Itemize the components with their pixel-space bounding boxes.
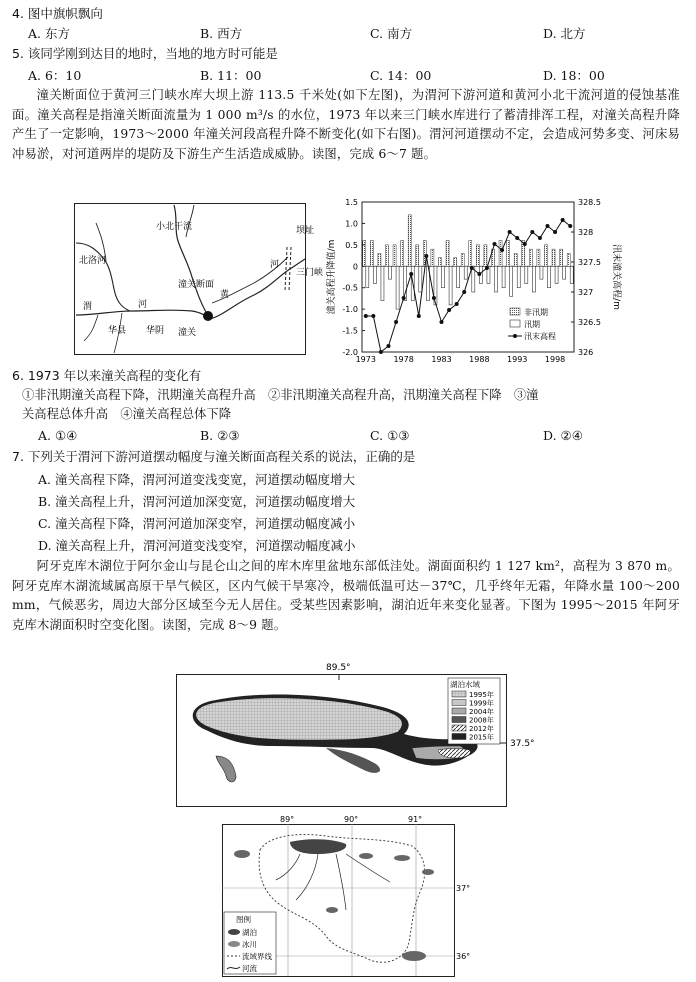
q6-stem: 6. 1973 年以来潼关高程的变化有 bbox=[12, 368, 202, 383]
elevation-point-1995 bbox=[530, 230, 534, 234]
chart-y2label: 汛末潼关高程/m bbox=[611, 244, 621, 310]
year-swatch-5 bbox=[452, 734, 466, 740]
xtick-1998: 1998 bbox=[544, 355, 566, 364]
lake-year-legend bbox=[448, 678, 500, 744]
bar-nonflood-1993 bbox=[514, 253, 517, 266]
bar-flood-1974 bbox=[373, 266, 376, 283]
bar-flood-1980 bbox=[419, 266, 422, 292]
q4-option-c[interactable]: C. 南方 bbox=[370, 26, 413, 41]
elevation-point-1975 bbox=[379, 350, 383, 354]
legend2-title: 图例 bbox=[236, 915, 251, 924]
bar-nonflood-1977 bbox=[393, 245, 396, 266]
bar-nonflood-1999 bbox=[560, 249, 563, 266]
bar-nonflood-1985 bbox=[454, 258, 457, 267]
legend-flood: 汛期 bbox=[524, 320, 540, 329]
bar-flood-1996 bbox=[540, 266, 543, 279]
q7-option-c[interactable]: C. 潼关高程下降，渭河河道加深变窄，河道摆动幅度减小 bbox=[38, 516, 356, 531]
bar-nonflood-1988 bbox=[476, 245, 479, 266]
elevation-point-1981 bbox=[424, 254, 428, 258]
bar-nonflood-1979 bbox=[408, 215, 411, 266]
q6-items-line1: ①非汛期潼关高程下降，汛期潼关高程升高 ②非汛期潼关高程升高，汛期潼关高程下降 ③潼 bbox=[22, 388, 539, 402]
q6-option-d[interactable]: D. ②④ bbox=[543, 428, 583, 443]
lon-89: 89° bbox=[280, 815, 295, 824]
q6-items-line2: 关高程总体升高 ④潼关高程总体下降 bbox=[22, 407, 232, 421]
bar-nonflood-1980 bbox=[416, 245, 419, 266]
bar-nonflood-1989 bbox=[484, 245, 487, 266]
label-tongguan: 潼关 bbox=[178, 328, 197, 338]
q5-option-c[interactable]: C. 14：00 bbox=[370, 68, 432, 83]
bar-nonflood-1992 bbox=[507, 241, 510, 267]
xtick-1983: 1983 bbox=[431, 355, 452, 364]
legend2-lake: 湖泊 bbox=[242, 928, 257, 937]
elevation-point-1984 bbox=[447, 308, 451, 312]
bar-nonflood-1975 bbox=[378, 253, 381, 266]
elevation-point-1983 bbox=[440, 320, 444, 324]
elevation-point-1999 bbox=[561, 218, 565, 222]
lon-90: 90° bbox=[344, 815, 359, 824]
bar-flood-1999 bbox=[563, 266, 566, 279]
ytick-0: 0 bbox=[352, 262, 358, 272]
y2tick-327: 327 bbox=[578, 288, 594, 297]
elevation-point-1977 bbox=[394, 320, 398, 324]
elevation-point-1976 bbox=[387, 344, 391, 348]
passage-tongguan: 潼关断面位于黄河三门峡水库大坝上游 113.5 千米处(如下左图)，为渭河下游河道和黄河小北干流河道的侵蚀基准面。潼关高程是指潼关断面流量为 1 000 m³/s 的水位，1973 年以来三门峡水库进行了蓄清排浑工程，对潼关高程升降产生了一定影响，1973～2000 年潼关河段高程升降不断变化(如下右图)。渭河河道摆动不定，会造成河势多变、河床易冲易淤，对河道两岸的堤防及下游生产生活造成威胁。读图，完成 6～7 题。 bbox=[12, 88, 680, 161]
year-label-3: 2008年 bbox=[469, 716, 494, 725]
label-wei: 渭 bbox=[83, 302, 93, 312]
tongguan-location-map bbox=[74, 203, 324, 355]
ytick--0.5: -0.5 bbox=[342, 283, 358, 293]
elevation-point-1974 bbox=[371, 314, 375, 318]
bar-nonflood-2000 bbox=[567, 253, 570, 266]
elevation-point-1998 bbox=[553, 230, 557, 234]
elevation-point-1986 bbox=[462, 290, 466, 294]
q6-option-a[interactable]: A. ①④ bbox=[38, 428, 78, 443]
tongguan-elevation-chart bbox=[318, 192, 696, 364]
q5-stem: 5. 该同学刚到达目的地时，当地的地方时可能是 bbox=[12, 46, 278, 61]
ytick--2.0: -2.0 bbox=[342, 348, 358, 357]
passage-ayakkum: 阿牙克库木湖位于阿尔金山与昆仑山之间的库木库里盆地东部低洼处。湖面面积约 1 127 km²，高程为 3 870 m。阿牙克库木湖流域属高原干旱气候区，区内气候干旱寒冷，极端低温可达－37℃，几乎终年无霜，年降水量 100～200 mm，气候恶劣，周边大部分区域至今无人居住。受某些因素影响，湖泊近年来变化显著。下图为 1995～2015 年阿牙克库木湖面积时空变化图。读图，完成 8～9 题。 bbox=[12, 559, 680, 632]
elevation-point-1991 bbox=[500, 248, 504, 252]
elevation-point-1973 bbox=[364, 314, 368, 318]
year-swatch-2 bbox=[452, 708, 466, 714]
year-label-5: 2015年 bbox=[469, 733, 494, 742]
elevation-point-1987 bbox=[470, 266, 474, 270]
q6-option-b[interactable]: B. ②③ bbox=[200, 428, 240, 443]
legend2-river: 河流 bbox=[242, 964, 257, 973]
label-dam: 坝址 bbox=[296, 226, 315, 236]
lat-37: 37° bbox=[456, 884, 471, 893]
ytick-0.5: 0.5 bbox=[345, 240, 358, 250]
label-he-right: 河 bbox=[270, 260, 280, 270]
year-swatch-4 bbox=[452, 725, 466, 731]
elevation-point-1982 bbox=[432, 296, 436, 300]
elevation-point-1989 bbox=[485, 266, 489, 270]
y2tick-326: 326 bbox=[578, 348, 594, 357]
legend-title: 湖泊水域 bbox=[450, 680, 480, 689]
elevation-point-1988 bbox=[477, 272, 481, 276]
legend-swatch-nonflood bbox=[510, 308, 520, 315]
elevation-point-1979 bbox=[409, 272, 413, 276]
q7-option-a[interactable]: A. 潼关高程下降，渭河河道变浅变宽，河道摆动幅度增大 bbox=[38, 472, 355, 487]
y2tick-328: 328 bbox=[578, 228, 594, 237]
q5-option-a[interactable]: A. 6：10 bbox=[28, 68, 82, 83]
bar-flood-1984 bbox=[449, 266, 452, 305]
chart-legend bbox=[508, 307, 556, 341]
year-label-1: 1999年 bbox=[469, 699, 494, 708]
xtick-1993: 1993 bbox=[507, 355, 528, 364]
bar-flood-1975 bbox=[381, 266, 384, 300]
bar-nonflood-1984 bbox=[446, 241, 449, 267]
xtick-1978: 1978 bbox=[393, 355, 414, 364]
bar-flood-1991 bbox=[502, 266, 505, 287]
q5-option-d[interactable]: D. 18：00 bbox=[543, 68, 605, 83]
y2tick-326.5: 326.5 bbox=[578, 318, 601, 327]
bar-flood-1976 bbox=[389, 266, 392, 279]
legend-elevation: 汛末高程 bbox=[524, 332, 556, 341]
label-huang: 黄 bbox=[220, 290, 230, 300]
xtick-1973: 1973 bbox=[355, 355, 376, 364]
q4-option-a[interactable]: A. 东方 bbox=[28, 26, 70, 41]
ytick-1.0: 1.0 bbox=[345, 219, 358, 229]
bar-flood-1994 bbox=[525, 266, 528, 283]
elevation-point-1992 bbox=[508, 230, 512, 234]
q7-stem: 7. 下列关于渭河下游河道摆动幅度与潼关断面高程关系的说法，正确的是 bbox=[12, 449, 416, 464]
elevation-point-1997 bbox=[546, 224, 550, 228]
legend2-glacier: 冰川 bbox=[242, 940, 257, 949]
y2tick-327.5: 327.5 bbox=[578, 258, 601, 267]
legend2-boundary: 流域界线 bbox=[242, 952, 272, 961]
tongguan-point-icon bbox=[203, 311, 213, 321]
bar-nonflood-1982 bbox=[431, 249, 434, 266]
elevation-point-1996 bbox=[538, 236, 542, 240]
q4-stem: 4. 图中旗帜飘向 bbox=[12, 6, 103, 21]
year-swatch-1 bbox=[452, 700, 466, 706]
bar-flood-1977 bbox=[396, 266, 399, 309]
legend-swatch-flood bbox=[510, 320, 520, 327]
q5-option-b[interactable]: B. 11：00 bbox=[200, 68, 262, 83]
bar-nonflood-1986 bbox=[461, 253, 464, 266]
legend-nonflood: 非汛期 bbox=[524, 308, 548, 317]
bar-nonflood-1974 bbox=[370, 241, 373, 267]
bar-flood-1986 bbox=[464, 266, 467, 279]
bar-nonflood-1983 bbox=[438, 258, 441, 267]
lon-91: 91° bbox=[408, 815, 423, 824]
bar-flood-1997 bbox=[548, 266, 551, 287]
q4-option-b[interactable]: B. 西方 bbox=[200, 26, 243, 41]
bar-flood-1990 bbox=[495, 266, 498, 292]
bar-nonflood-1998 bbox=[552, 249, 555, 266]
label-beiluo: 北洛河 bbox=[79, 256, 107, 266]
map-legend bbox=[224, 912, 276, 974]
label-he-mid: 河 bbox=[138, 300, 148, 310]
q6-option-c[interactable]: C. ①③ bbox=[370, 428, 410, 443]
elevation-point-2000 bbox=[568, 224, 572, 228]
elevation-point-1985 bbox=[455, 302, 459, 306]
bar-flood-1995 bbox=[532, 266, 535, 292]
label-huayin: 华阴 bbox=[146, 326, 165, 336]
year-swatch-3 bbox=[452, 717, 466, 723]
bar-flood-1973 bbox=[366, 266, 369, 287]
ytick--1.0: -1.0 bbox=[342, 305, 358, 315]
xtick-1988: 1988 bbox=[469, 355, 490, 364]
lat-right: 37.5° bbox=[510, 739, 535, 749]
year-label-4: 2012年 bbox=[469, 725, 494, 733]
label-huaxian: 华县 bbox=[108, 326, 127, 336]
label-sanmenxia: 三门峡 bbox=[296, 268, 324, 278]
bar-nonflood-1996 bbox=[537, 249, 540, 266]
bar-nonflood-1987 bbox=[469, 241, 472, 267]
elevation-point-1978 bbox=[402, 296, 406, 300]
ytick-1.5: 1.5 bbox=[345, 198, 358, 207]
elevation-point-1994 bbox=[523, 242, 527, 246]
year-swatch-0 bbox=[452, 691, 466, 697]
q7-option-d[interactable]: D. 潼关高程上升，渭河河道变浅变窄，河道摆动幅度减小 bbox=[38, 538, 356, 553]
label-xiaobei: 小北干流 bbox=[156, 222, 193, 232]
bar-nonflood-1995 bbox=[529, 249, 532, 266]
bar-flood-2000 bbox=[570, 266, 573, 283]
ayakkum-lake-map bbox=[176, 660, 536, 978]
bar-nonflood-1991 bbox=[499, 241, 502, 267]
ytick--1.5: -1.5 bbox=[342, 326, 358, 336]
elevation-point-1980 bbox=[417, 314, 421, 318]
label-section: 潼关断面 bbox=[178, 280, 215, 290]
elevation-point-1990 bbox=[493, 242, 497, 246]
year-label-0: 1995年 bbox=[469, 691, 494, 699]
bar-flood-1993 bbox=[517, 266, 520, 287]
bar-nonflood-1978 bbox=[401, 241, 404, 267]
chart-ylabel: 潼关高程升降值/m bbox=[327, 239, 337, 315]
bar-flood-1983 bbox=[442, 266, 445, 287]
lat-36: 36° bbox=[456, 952, 471, 961]
year-label-2: 2004年 bbox=[469, 708, 494, 716]
y2tick-328.5: 328.5 bbox=[578, 198, 601, 207]
q4-option-d[interactable]: D. 北方 bbox=[543, 26, 586, 41]
elevation-point-1993 bbox=[515, 236, 519, 240]
bar-nonflood-1976 bbox=[385, 245, 388, 266]
bar-flood-1992 bbox=[510, 266, 513, 296]
q7-option-b[interactable]: B. 潼关高程上升，渭河河道加深变宽，河道摆动幅度增大 bbox=[38, 494, 356, 509]
bar-nonflood-1997 bbox=[544, 245, 547, 266]
lon-top: 89.5° bbox=[326, 663, 351, 673]
bar-flood-1985 bbox=[457, 266, 460, 287]
bar-flood-1998 bbox=[555, 266, 558, 283]
